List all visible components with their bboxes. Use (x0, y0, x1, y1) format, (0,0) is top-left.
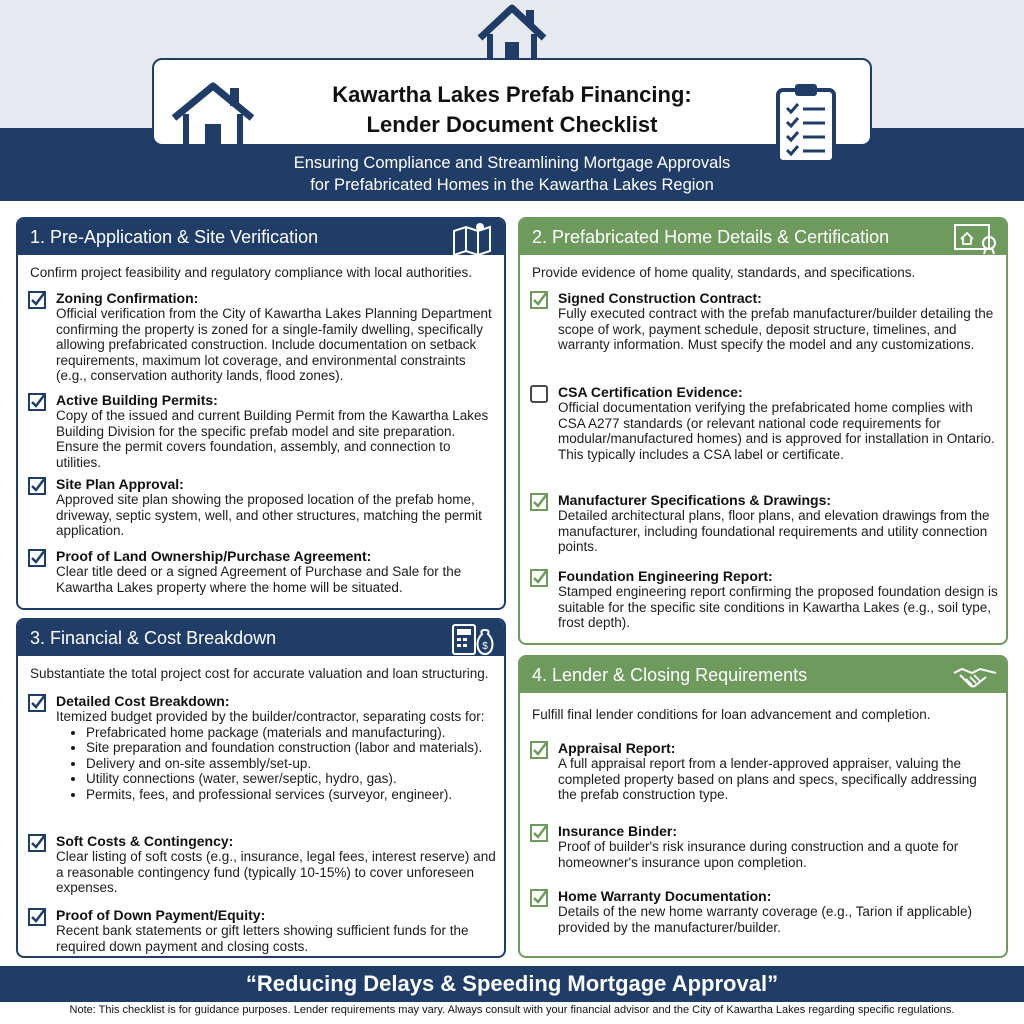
bullet-item: • Site preparation and foundation construction (labor and materials). (86, 740, 496, 756)
subtitle-line1: Ensuring Compliance and Streamlining Mortgage Approvals (293, 154, 731, 172)
item-body: Clear title deed or a signed Agreement of Purchase and Sale for the Kawartha Lakes property where the home will be situated. (56, 564, 462, 595)
section-title: 4. Lender & Closing Requirements (520, 657, 1006, 693)
bullet-item: • Permits, fees, and professional services (surveyor, engineer). (86, 787, 496, 803)
item-title: Zoning Confirmation: (56, 290, 199, 306)
checkbox-checked-icon[interactable] (28, 908, 46, 926)
item-body: Fully executed contract with the prefab manufacturer/builder detailing the scope of work, payment schedule, deposit structure, timelines, and warranty information. Must specify the model and any customizations. (558, 306, 994, 352)
section-pre-application (16, 217, 506, 610)
checklist-item (28, 549, 496, 595)
item-title: Active Building Permits: (56, 392, 218, 408)
item-body: Official documentation verifying the prefabricated home complies with CSA A277 standards (or relevant national code requirements for modular/manufactured homes) and is approved for installation in Ontario. This typically includes a CSA label or certificate. (558, 400, 995, 462)
checklist-item (530, 824, 998, 870)
certificate-icon (952, 221, 998, 255)
item-body: Copy of the issued and current Building Permit from the Kawartha Lakes Building Division for the specific prefab model and site preparation. Ensure the permit covers foundation, assembly, and connection to utilities. (56, 408, 489, 470)
handshake-icon (952, 659, 998, 693)
checkbox-checked-icon[interactable] (28, 477, 46, 495)
checkbox-checked-icon[interactable] (28, 694, 46, 712)
item-body: Clear listing of soft costs (e.g., insurance, legal fees, interest reserve) and a reasonable contingency fund (typically 10-15%) to cover unforeseen expenses. (56, 849, 496, 895)
section-lender-closing (518, 655, 1008, 958)
item-title: Proof of Land Ownership/Purchase Agreement: (56, 548, 372, 564)
checkbox-checked-icon[interactable] (530, 291, 548, 309)
checklist-item (28, 477, 496, 539)
checkbox-checked-icon[interactable] (530, 889, 548, 907)
section-intro: Confirm project feasibility and regulatory compliance with local authorities. (30, 265, 472, 280)
item-title: Manufacturer Specifications & Drawings: (558, 492, 832, 508)
checklist-item (28, 834, 496, 896)
page-title-line1: Kawartha Lakes Prefab Financing: (332, 82, 692, 107)
section-financial (16, 618, 506, 958)
section-title: 1. Pre-Application & Site Verification (18, 219, 504, 255)
checklist-item (28, 694, 496, 802)
checkbox-checked-icon[interactable] (28, 291, 46, 309)
item-title: Site Plan Approval: (56, 476, 184, 492)
item-body: Stamped engineering report confirming the proposed foundation design is suitable for the specific site conditions in Kawartha Lakes (e.g., soil type, frost depth). (558, 584, 998, 630)
svg-text:$: $ (482, 641, 488, 652)
item-body: Details of the new home warranty coverage (e.g., Tarion if applicable) provided by the manufacturer/builder. (558, 904, 972, 935)
item-title: Foundation Engineering Report: (558, 568, 773, 584)
footer-note: Note: This checklist is for guidance purposes. Lender requirements may vary. Always consult with your financial advisor and the City of Kawartha Lakes regarding specific regulations. (69, 1004, 955, 1016)
item-body: Recent bank statements or gift letters showing sufficient funds for the required down payment and closing costs. (56, 923, 469, 954)
checklist-item (530, 741, 998, 803)
checklist-item (28, 393, 496, 470)
bullet-item: • Prefabricated home package (materials and manufacturing). (86, 725, 496, 741)
item-body: Detailed architectural plans, floor plans, and elevation drawings from the manufacturer, including foundational requirements and utility connection points. (558, 508, 990, 554)
item-title: Home Warranty Documentation: (558, 888, 772, 904)
item-body: Itemized budget provided by the builder/contractor, separating costs for: (56, 709, 485, 724)
checklist-item (530, 569, 998, 631)
checklist-item (530, 385, 998, 462)
item-body: A full appraisal report from a lender-approved appraiser, valuing the completed property based on plans and specs, specifically addressing the prefab construction type. (558, 756, 977, 802)
subtitle-line2: for Prefabricated Homes in the Kawartha Lakes Region (310, 176, 714, 194)
item-title: Soft Costs & Contingency: (56, 833, 234, 849)
checkbox-unchecked-icon[interactable] (530, 385, 548, 403)
item-title: Proof of Down Payment/Equity: (56, 907, 266, 923)
checklist-item (28, 908, 496, 954)
item-title: CSA Certification Evidence: (558, 384, 743, 400)
item-title: Signed Construction Contract: (558, 290, 762, 306)
checkbox-checked-icon[interactable] (28, 393, 46, 411)
item-title: Insurance Binder: (558, 823, 678, 839)
item-body: Proof of builder's risk insurance during construction and a quote for homeowner's insurance upon completion. (558, 839, 959, 870)
section-intro: Fulfill final lender conditions for loan advancement and completion. (532, 707, 931, 722)
checkbox-checked-icon[interactable] (28, 549, 46, 567)
house-icon (168, 80, 258, 160)
checklist-item (530, 291, 998, 353)
bullet-item: • Delivery and on-site assembly/set-up. (86, 756, 496, 772)
map-icon (450, 221, 496, 255)
checkbox-checked-icon[interactable] (530, 493, 548, 511)
section-title: 2. Prefabricated Home Details & Certification (520, 219, 1006, 255)
clipboard-checklist-icon (775, 82, 837, 164)
calculator-money-icon (450, 622, 496, 656)
checkbox-checked-icon[interactable] (530, 569, 548, 587)
section-intro: Provide evidence of home quality, standards, and specifications. (532, 265, 916, 280)
page-title-line2: Lender Document Checklist (366, 112, 658, 137)
bullet-item: • Utility connections (water, sewer/septic, hydro, gas). (86, 771, 496, 787)
footer-quote: “Reducing Delays & Speeding Mortgage Approval” (0, 966, 1024, 1002)
item-title: Detailed Cost Breakdown: (56, 693, 230, 709)
item-body: Official verification from the City of Kawartha Lakes Planning Department confirming the property is zoned for a single-family dwelling, specifically allowing prefabricated construction. Include documentation on setback requirements, maximum lot coverage, and environmental constraints (e.g., conservation authority lands, flood zones). (56, 306, 492, 383)
section-prefab-details (518, 217, 1008, 645)
item-title: Appraisal Report: (558, 740, 676, 756)
checkbox-checked-icon[interactable] (530, 741, 548, 759)
title-box (152, 58, 872, 146)
checklist-item (28, 291, 496, 384)
item-body: Approved site plan showing the proposed location of the prefab home, driveway, septic system, well, and other structures, matching the permit application. (56, 492, 482, 538)
section-intro: Substantiate the total project cost for accurate valuation and loan structuring. (30, 666, 489, 681)
cost-bullet-list (72, 725, 496, 803)
checklist-item (530, 889, 998, 935)
section-title: 3. Financial & Cost Breakdown (18, 620, 504, 656)
checklist-item (530, 493, 998, 555)
checkbox-checked-icon[interactable] (530, 824, 548, 842)
checkbox-checked-icon[interactable] (28, 834, 46, 852)
